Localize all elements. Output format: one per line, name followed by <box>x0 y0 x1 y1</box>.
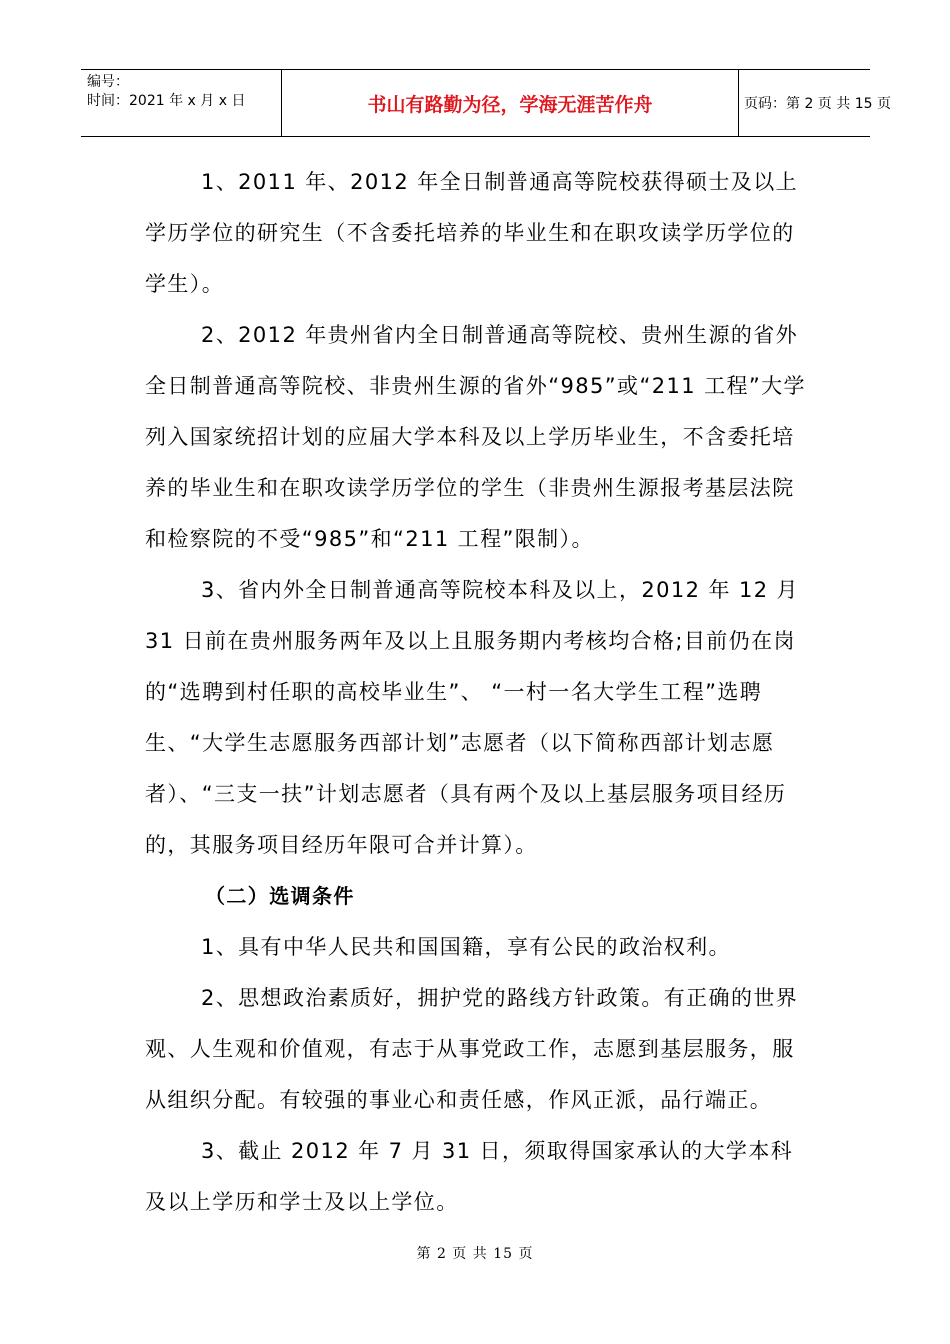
header-motto-cell <box>281 70 739 136</box>
paragraph-6: 3、截止 2012 年 7 月 31 日，须取得国家承认的大学本科及以上学历和学士及以上学位。 <box>145 1139 794 1214</box>
paragraph-3: 3、省内外全日制普通高等院校本科及以上，2012 年 12 月 31 日前在贵州服务两年及以上且服务期内考核均合格;目前仍在岗的“选聘到村任职的高校毕业生”、 “一村一名大学生工程”选聘生、“大学生志愿服务西部计划”志愿者（以下简称西部计划志愿者）、“三支一扶”计划志愿者（具有两个及以上基层服务项目经历的，其服务项目经历年限可合并计算）。 <box>145 578 799 857</box>
header-page-cell <box>738 70 891 136</box>
document-time-label: 时间：2021 年 x 月 x 日 <box>87 93 246 109</box>
paragraph-4: 1、具有中华人民共和国国籍，享有公民的政治权利。 <box>201 935 731 959</box>
header-page-label: 页码：第 2 页 共 15 页 <box>744 96 891 112</box>
paragraph-1: 1、2011 年、2012 年全日制普通高等院校获得硕士及以上学历学位的研究生（不含委托培养的毕业生和在职攻读学历学位的学生）。 <box>145 170 798 296</box>
section-heading: （二）选调条件 <box>205 884 355 908</box>
page-header <box>81 69 891 137</box>
document-body <box>145 157 810 1228</box>
paragraph-2: 2、2012 年贵州省内全日制普通高等院校、贵州生源的省外全日制普通高等院校、非贵州生源的省外“985”或“211 工程”大学列入国家统招计划的应届大学本科及以上学历毕业生，不含委托培养的毕业生和在职攻读学历学位的学生（非贵州生源报考基层法院和检察院的不受“985”和“211 工程”限制）。 <box>145 323 806 551</box>
paragraph-5: 2、思想政治素质好，拥护党的路线方针政策。有正确的世界观、人生观和价值观，有志于从事党政工作，志愿到基层服务，服从组织分配。有较强的事业心和责任感，作风正派，品行端正。 <box>145 986 799 1112</box>
header-info-cell <box>81 70 281 136</box>
header-motto: 书山有路勤为径，学海无涯苦作舟 <box>367 94 653 116</box>
document-number-label: 编号： <box>87 74 129 90</box>
page-footer: 第 2 页 共 15 页 <box>416 1246 534 1262</box>
